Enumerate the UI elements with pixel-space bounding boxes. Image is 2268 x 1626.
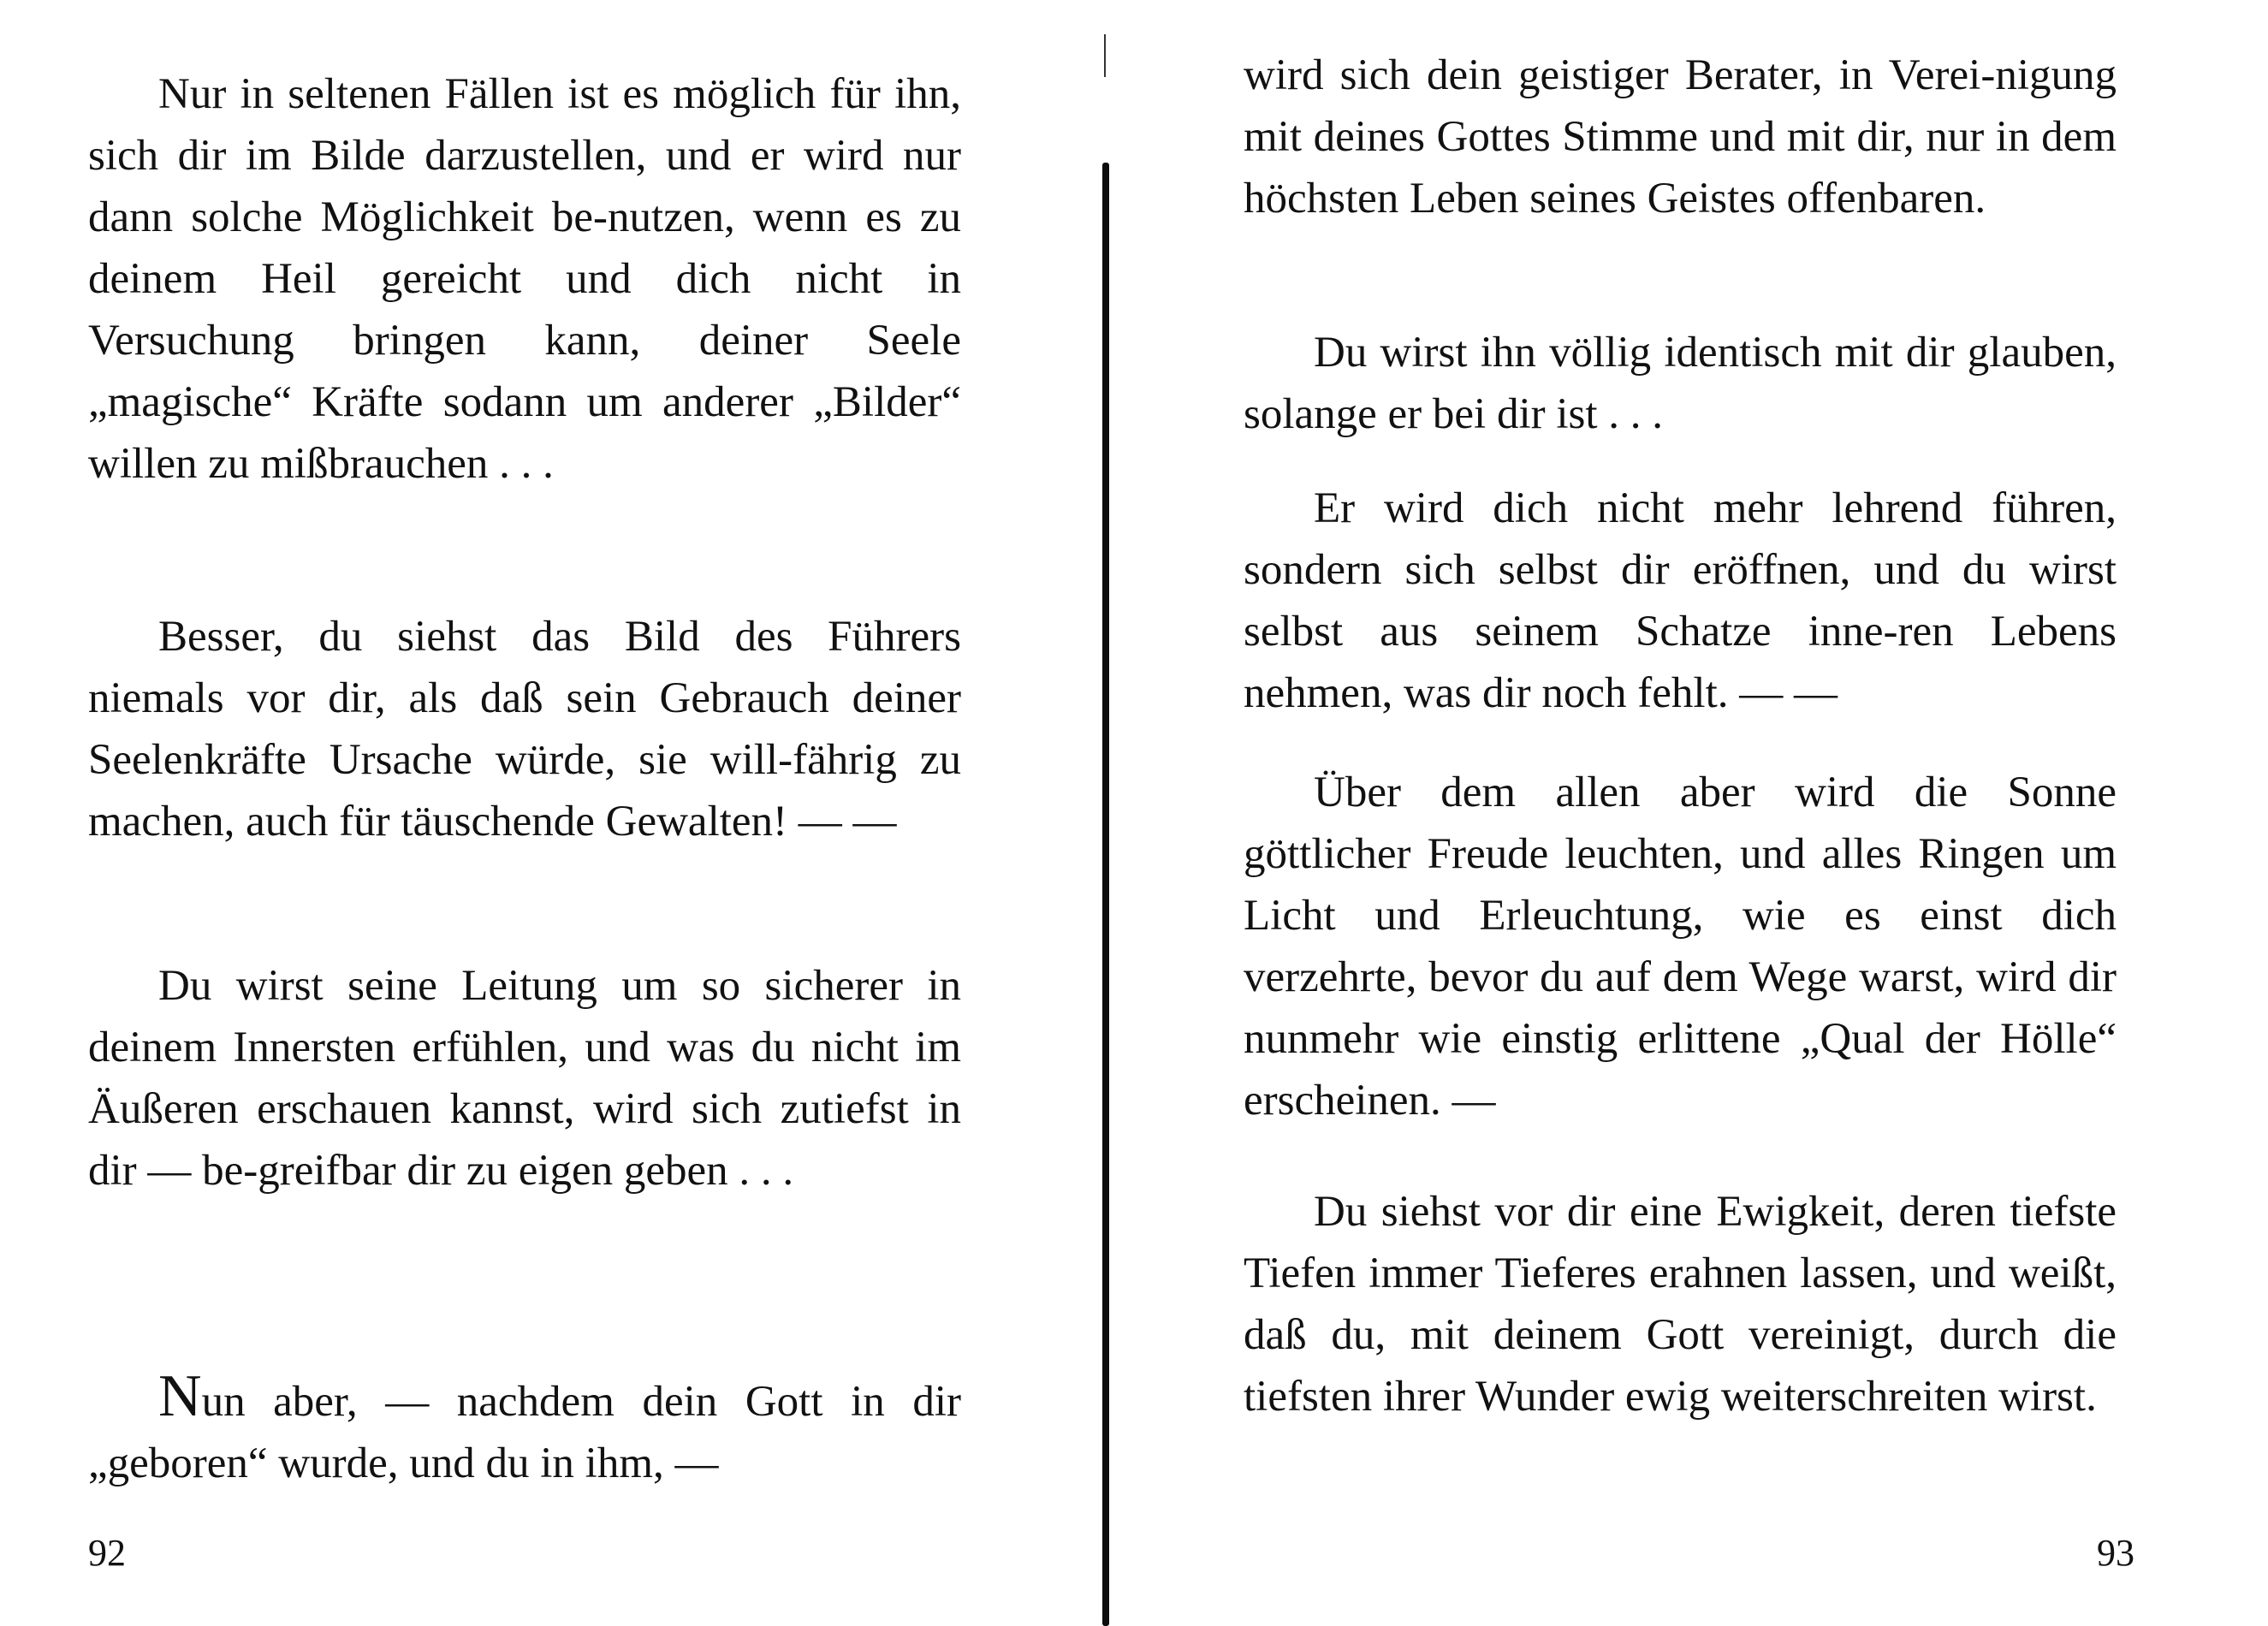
- paragraph-text: Du wirst seine Leitung um so sicherer in deinem Innersten erfühlen, und was du nicht im Äußeren erschauen kannst, wird sich zutiefst in dir — be-greifbar dir zu eigen geben . . .: [88, 962, 961, 1195]
- paragraph-text: Du wirst ihn völlig identisch mit dir glauben, solange er bei dir ist . . .: [1244, 329, 2117, 438]
- page-number-right: 93: [2097, 1532, 2134, 1574]
- drop-cap: N: [158, 1363, 202, 1429]
- left-paragraph-4: [88, 1363, 961, 1494]
- paragraph-text: Du siehst vor dir eine Ewigkeit, deren tiefste Tiefen immer Tieferes erahnen lassen, und weißt, daß du, mit deinem Gott vereinigt, durch die tiefsten ihrer Wunder ewig weiterschreiten wirst.: [1244, 1188, 2117, 1421]
- right-continuation: [1244, 45, 2117, 229]
- right-page: [1104, 0, 2268, 1626]
- left-paragraph-2: [88, 606, 961, 852]
- paragraph-text: Er wird dich nicht mehr lehrend führen, sondern sich selbst dir eröffnen, und du wirst selbst aus seinem Schatze inne-ren Lebens nehmen, was dir noch fehlt. — —: [1244, 484, 2117, 717]
- paragraph-with-dropcap: [88, 1363, 961, 1494]
- left-page: [0, 0, 1087, 1626]
- paragraph-text: Über dem allen aber wird die Sonne göttlicher Freude leuchten, und alles Ringen um Licht und Erleuchtung, wie es einst dich verzehrte, bevor du auf dem Wege warst, wird dir nunmehr wie einstig erlittene „Qual der Hölle“ erscheinen. —: [1244, 768, 2117, 1125]
- paragraph-text: wird sich dein geistiger Berater, in Verei-nigung mit deines Gottes Stimme und mit dir, nur in dem höchsten Leben seines Geistes offenbaren.: [1244, 51, 2117, 223]
- left-paragraph-1: [88, 63, 961, 495]
- right-paragraph-4: [1244, 1181, 2117, 1427]
- paragraph-text: Besser, du siehst das Bild des Führers niemals vor dir, als daß sein Gebrauch deiner Seelenkräfte Ursache würde, sie will-fährig zu machen, auch für täuschende Gewalten! — —: [88, 613, 961, 846]
- left-paragraph-3: [88, 955, 961, 1202]
- right-paragraph-2: [1244, 478, 2117, 724]
- paragraph-text: un aber, — nachdem dein Gott in dir „geboren“ wurde, und du in ihm, —: [88, 1378, 961, 1487]
- page-number-left: 92: [88, 1532, 126, 1574]
- right-paragraph-3: [1244, 762, 2117, 1131]
- right-paragraph-1: [1244, 322, 2117, 445]
- paragraph-text: Nur in seltenen Fällen ist es möglich für ihn, sich dir im Bilde darzustellen, und er wird nur dann solche Möglichkeit be-nutzen, wenn es zu deinem Heil gereicht und dich nicht in Versuchung bringen kann, deiner Seele „magische“ Kräfte sodann um anderer „Bilder“ willen zu mißbrauchen . . .: [88, 70, 961, 488]
